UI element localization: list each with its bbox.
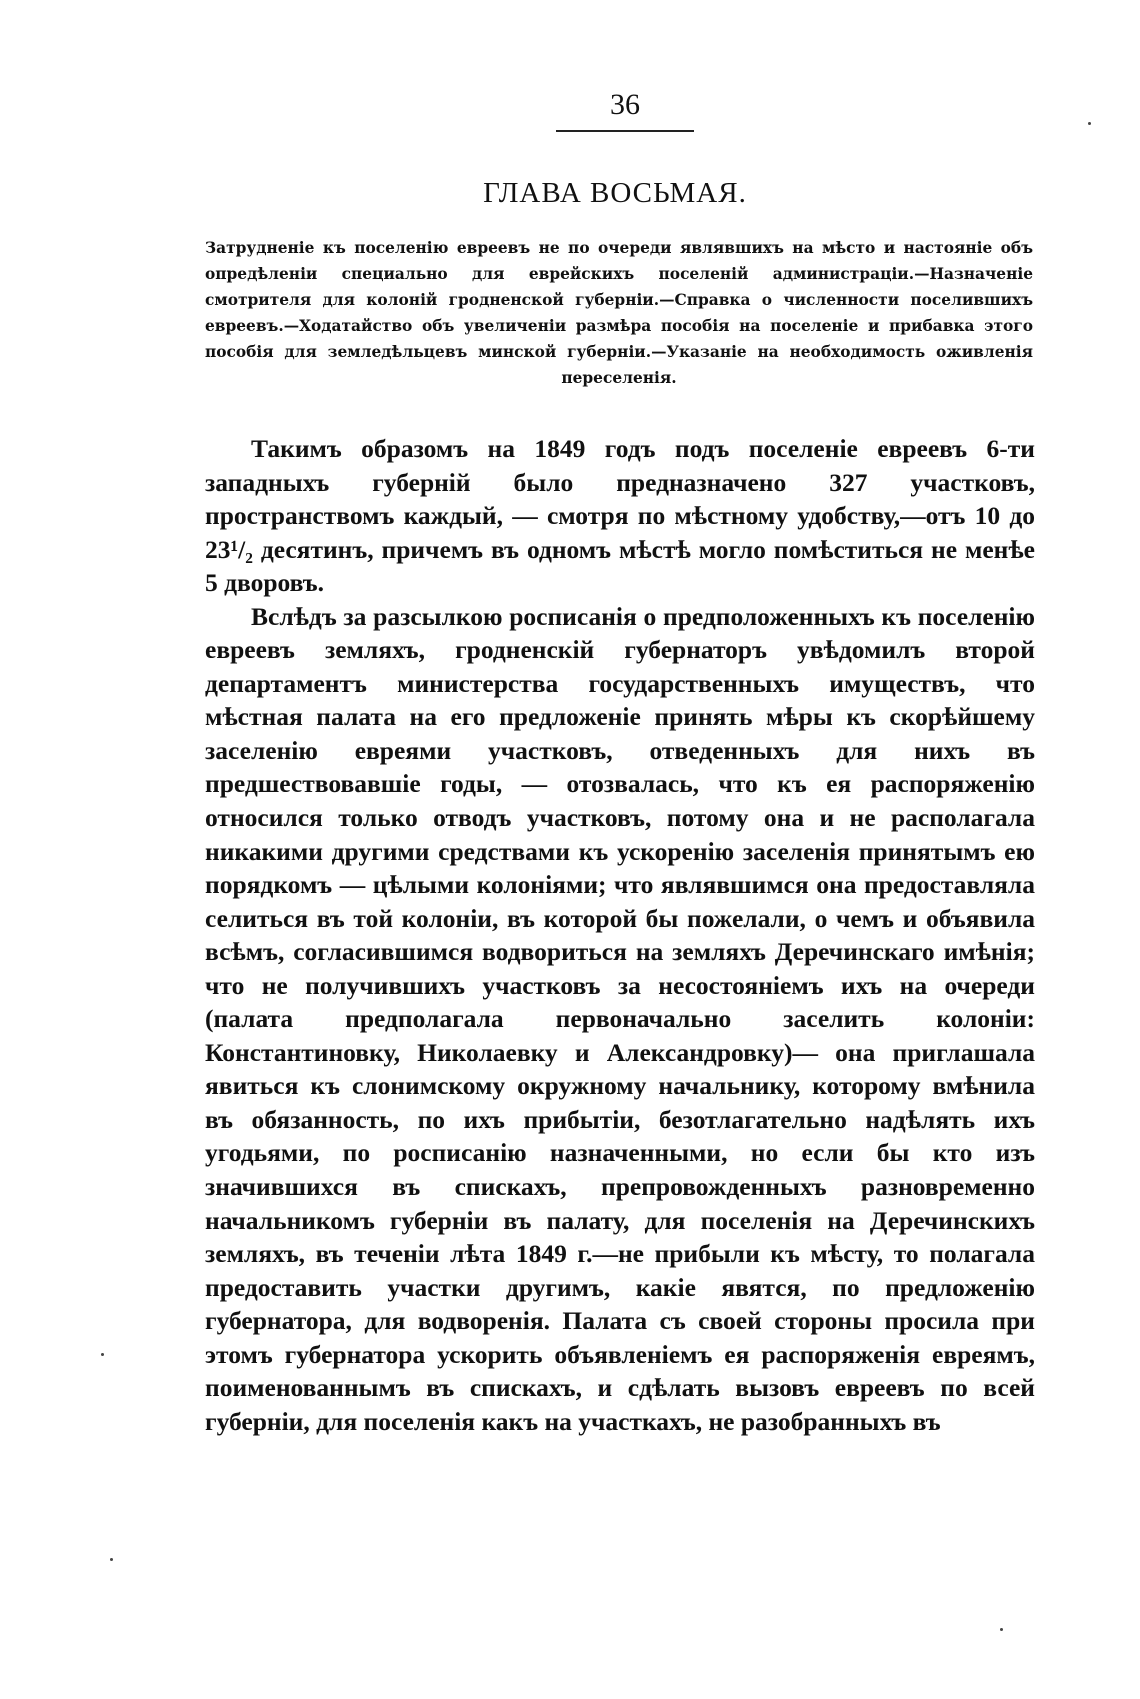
scan-speck [1088, 122, 1091, 125]
scan-speck [1000, 1628, 1003, 1631]
body-text [205, 432, 1035, 1438]
scan-speck [101, 1353, 104, 1356]
paragraph: Такимъ образомъ на 1849 годъ подъ поселеніе евреевъ 6-ти западныхъ губерній было предназначено 327 участковъ, пространствомъ каждый, — смотря по мѣстному удобству,—отъ 10 до 23¹/₂ десятинъ, причемъ въ одномъ мѣстѣ могло помѣститься не менѣе 5 дворовъ. [205, 434, 1035, 598]
page-number-rule [556, 130, 694, 132]
scan-speck [110, 1558, 113, 1561]
chapter-title: ГЛАВА ВОСЬМАЯ. [483, 177, 747, 209]
chapter-summary: Затрудненіе къ поселенію евреевъ не по очереди являвшихъ на мѣсто и настояніе объ опредѣленіи специально для еврейскихъ поселеній администраціи.—Назначеніе смотрителя для колоній гродненской губерніи.—Справка о численности поселившихъ евреевъ.—Ходатайство объ увеличеніи размѣра пособія на поселеніе и прибавка этого пособія для земледѣльцевъ минской губерніи.—Указаніе на необходимость оживленія переселенія. [205, 239, 1033, 387]
page-number: 36 [610, 88, 640, 121]
paragraph: Вслѣдъ за разсылкою росписанія о предположенныхъ къ поселенію евреевъ земляхъ, гродненскій губернаторъ увѣдомилъ второй департаментъ министерства государственныхъ имуществъ, что мѣстная палата на его предложеніе принять мѣры къ скорѣйшему заселенію евреями участковъ, отведенныхъ для нихъ въ предшествовавшіе годы, — отозвалась, что къ ея распоряженію относился только отводъ участковъ, потому она и не располагала никакими другими средствами къ ускоренію заселенія принятымъ ею порядкомъ — цѣлыми колоніями; что являвшимся она предоставляла селиться въ той колоніи, въ которой бы пожелали, о чемъ и объявила всѣмъ, согласившимся водвориться на земляхъ Деречинскаго имѣнія; что не получившихъ участковъ за несостояніемъ ихъ на очереди (палата предполагала первоначально заселить колоніи: Константиновку, Николаевку и Александровку)— она приглашала явиться къ слонимскому окружному начальнику, которому вмѣнила въ обязанность, по ихъ прибытіи, безотлагательно надѣлять ихъ угодьями, по росписанію назначенными, но если бы кто изъ значившихся въ спискахъ, препровожденныхъ разновременно начальникомъ губерніи въ палату, для поселенія на Деречинскихъ земляхъ, въ теченіи лѣта 1849 г.—не прибыли къ мѣсту, то полагала предоставить участки другимъ, какіе явятся, по предложенію губернатора, для водворенія. Палата съ своей стороны просила при этомъ губернатора ускорить объявленіемъ ея распоряженія евреямъ, поименованнымъ въ спискахъ, и сдѣлать вызовъ евреевъ по всей губерніи, для поселенія какъ на участкахъ, не разобранныхъ въ [205, 601, 1035, 1436]
